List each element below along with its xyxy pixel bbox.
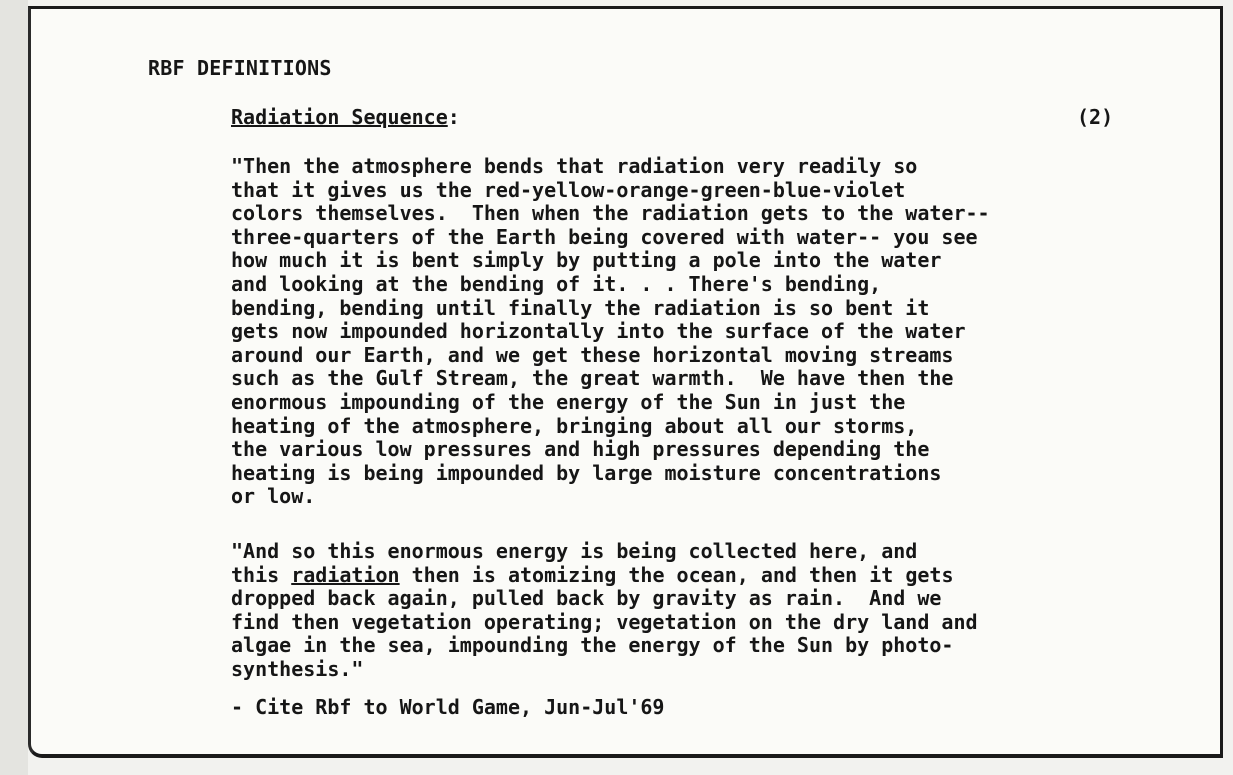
paragraph-2-line: "And so this enormous energy is being collected here, and [231, 539, 918, 563]
paragraph-1-line: enormous impounding of the energy of the Sun in just the [231, 389, 906, 414]
paragraph-1-line: or low. [231, 484, 316, 509]
document-header: RBF DEFINITIONS [148, 56, 332, 80]
quote-paragraph-1 [231, 155, 990, 509]
paragraph-1-line: bending, bending until finally the radiation is so bent it [231, 295, 930, 320]
definition-subtitle [231, 105, 460, 129]
line-text: then is atomizing the ocean, and then it gets [399, 562, 954, 587]
paragraph-1-line: the various low pressures and high pressures depending the [231, 437, 930, 462]
paragraph-1-line: "Then the atmosphere bends that radiation very readily so [231, 154, 918, 178]
paragraph-1-line: such as the Gulf Stream, the great warmth. We have then the [231, 366, 954, 391]
underlined-word-radiation: radiation [291, 562, 400, 587]
subtitle-colon: : [447, 105, 460, 129]
paragraph-1-line: heating is being impounded by large moisture concentrations [231, 460, 942, 485]
page-edge-shadow [0, 0, 28, 775]
paragraph-2-line: algae in the sea, impounding the energy of the Sun by photo- [231, 633, 954, 658]
paragraph-2-line: dropped back again, pulled back by gravity as rain. And we [231, 586, 942, 611]
paragraph-1-line: colors themselves. Then when the radiation gets to the water-- [231, 201, 990, 226]
paragraph-2-line [231, 564, 978, 588]
line-text: this [231, 562, 292, 587]
paragraph-1-line: and looking at the bending of it. . . There's bending, [231, 271, 882, 296]
subtitle-text: Radiation Sequence [231, 105, 448, 129]
paragraph-2-line: find then vegetation operating; vegetation on the dry land and [231, 609, 978, 634]
paragraph-1-line: that it gives us the red-yellow-orange-green-blue-violet [231, 177, 906, 202]
definition-card [28, 6, 1223, 758]
paragraph-1-line: gets now impounded horizontally into the surface of the water [231, 319, 966, 344]
citation: - Cite Rbf to World Game, Jun-Jul'69 [231, 695, 665, 719]
quote-paragraph-2 [231, 540, 978, 682]
paragraph-2-line: synthesis." [231, 656, 364, 681]
paragraph-1-line: heating of the atmosphere, bringing about all our storms, [231, 413, 918, 438]
paragraph-1-line: around our Earth, and we get these horizontal moving streams [231, 342, 954, 367]
page-number: (2) [1077, 105, 1114, 129]
paragraph-1-line: three-quarters of the Earth being covered with water-- you see [231, 224, 978, 249]
paragraph-1-line: how much it is bent simply by putting a pole into the water [231, 248, 942, 273]
